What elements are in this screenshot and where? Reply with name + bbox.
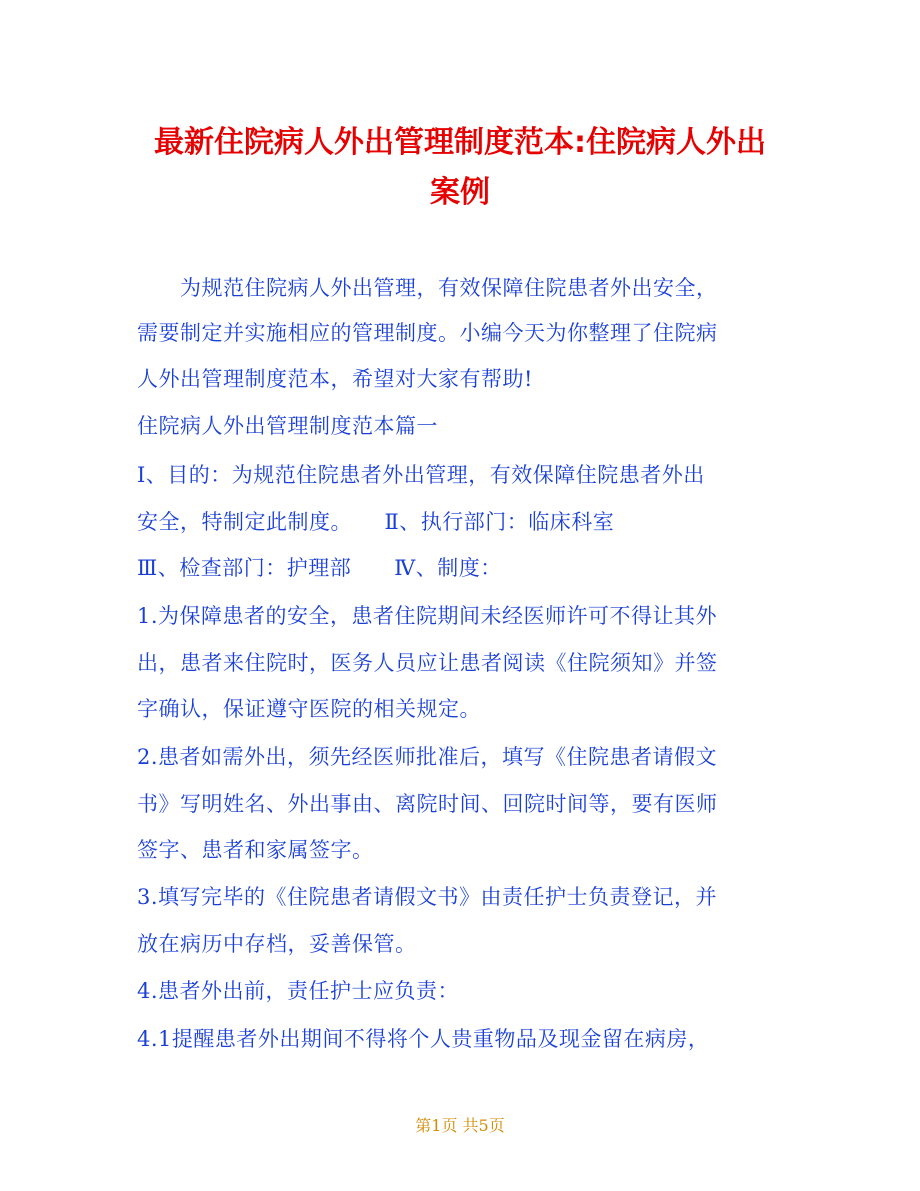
- body-line: Ⅰ、目的：为规范住院患者外出管理，有效保障住院患者外出: [137, 463, 705, 487]
- body-line: 安全，特制定此制度。 Ⅱ、执行部门：临床科室: [137, 510, 615, 534]
- body-line: Ⅲ、检查部门：护理部 Ⅳ、制度：: [137, 556, 502, 580]
- body-line: 1.为保障患者的安全，患者住院期间未经医师许可不得让其外: [137, 604, 718, 628]
- body-line: 书》写明姓名、外出事由、离院时间、回院时间等，要有医师: [137, 792, 718, 816]
- document-title-line-2: 案例: [430, 175, 490, 210]
- body-line: 出，患者来住院时，医务人员应让患者阅读《住院须知》并签: [137, 651, 718, 675]
- document-title-line-1: 最新住院病人外出管理制度范本:住院病人外出: [154, 125, 766, 160]
- section-heading: 住院病人外出管理制度范本篇一: [137, 414, 438, 438]
- body-line: 需要制定并实施相应的管理制度。小编今天为你整理了住院病: [137, 321, 718, 345]
- body-line: 4.1提醒患者外出期间不得将个人贵重物品及现金留在病房，: [137, 1027, 710, 1051]
- body-line: 4.患者外出前，责任护士应负责：: [137, 979, 460, 1003]
- body-line: 签字、患者和家属签字。: [137, 838, 374, 862]
- body-line: 人外出管理制度范本，希望对大家有帮助!: [137, 367, 533, 391]
- body-line: 字确认，保证遵守医院的相关规定。: [137, 697, 481, 721]
- body-line: 2.患者如需外出，须先经医师批准后，填写《住院患者请假文: [137, 745, 718, 769]
- page-footer: 第1页 共5页: [415, 1116, 505, 1135]
- body-line: 3.填写完毕的《住院患者请假文书》由责任护士负责登记，并: [137, 885, 718, 909]
- body-line: 为规范住院病人外出管理，有效保障住院患者外出安全，: [137, 276, 718, 300]
- body-line: 放在病历中存档，妥善保管。: [137, 932, 417, 956]
